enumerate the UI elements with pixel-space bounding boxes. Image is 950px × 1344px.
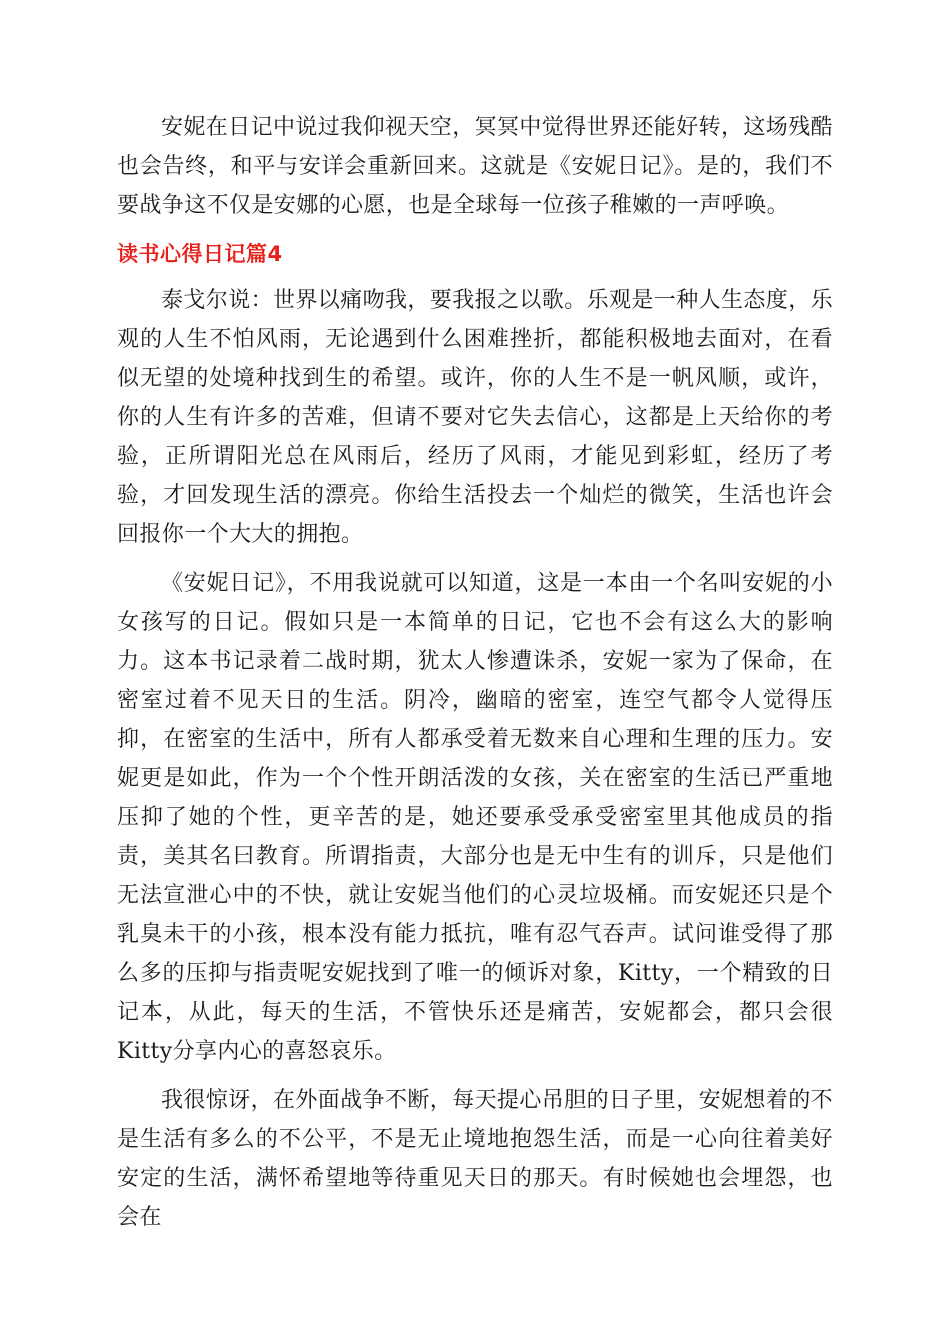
section-heading: 读书心得日记篇4 xyxy=(117,242,283,266)
paragraph-intro: 安妮在日记中说过我仰视天空，冥冥中觉得世界还能好转，这场残酷也会告终，和平与安详会重新回来。这就是《安妮日记》。是的，我们不要战争这不仅是安娜的心愿，也是全球每一位孩子稚嫩的一声呼唤。 xyxy=(117,115,834,218)
paragraph-tagore: 泰戈尔说：世界以痛吻我，要我报之以歌。乐观是一种人生态度，乐观的人生不怕风雨，无论遇到什么困难挫折，都能积极地去面对，在看似无望的处境种找到生的希望。或许，你的人生不是一帆风顺，或许，你的人生有许多的苦难，但请不要对它失去信心，这都是上天给你的考验，正所谓阳光总在风雨后，经历了风雨，才能见到彩虹，经历了考验，才回发现生活的漂亮。你给生活投去一个灿烂的微笑，生活也许会回报你一个大大的拥抱。 xyxy=(117,288,834,547)
paragraph-surprise: 我很惊讶，在外面战争不断，每天提心吊胆的日子里，安妮想着的不是生活有多么的不公平，不是无止境地抱怨生活，而是一心向往着美好安定的生活，满怀希望地等待重见天日的那天。有时候她也会埋怨，也会在 xyxy=(117,1088,834,1230)
paragraph-anne-diary: 《安妮日记》，不用我说就可以知道，这是一本由一个名叫安妮的小女孩写的日记。假如只是一本简单的日记，它也不会有这么大的影响力。这本书记录着二战时期，犹太人惨遭诛杀，安妮一家为了保命，在密室过着不见天日的生活。阴冷，幽暗的密室，连空气都令人觉得压抑，在密室的生活中，所有人都承受着无数来自心理和生理的压力。安妮更是如此，作为一个个性开朗活泼的女孩，关在密室的生活已严重地压抑了她的个性，更辛苦的是，她还要承受承受密室里其他成员的指责，美其名曰教育。所谓指责，大部分也是无中生有的训斥，只是他们无法宣泄心中的不快，就让安妮当他们的心灵垃圾桶。而安妮还只是个乳臭未干的小孩，根本没有能力抵抗，唯有忍气吞声。试问谁受得了那么多的压抑与指责呢安妮找到了唯一的倾诉对象，Kitty，一个精致的日记本，从此，每天的生活，不管快乐还是痛苦，安妮都会，都只会很Kitty分享内心的喜怒哀乐。 xyxy=(117,571,833,1064)
document-body xyxy=(117,108,833,1237)
